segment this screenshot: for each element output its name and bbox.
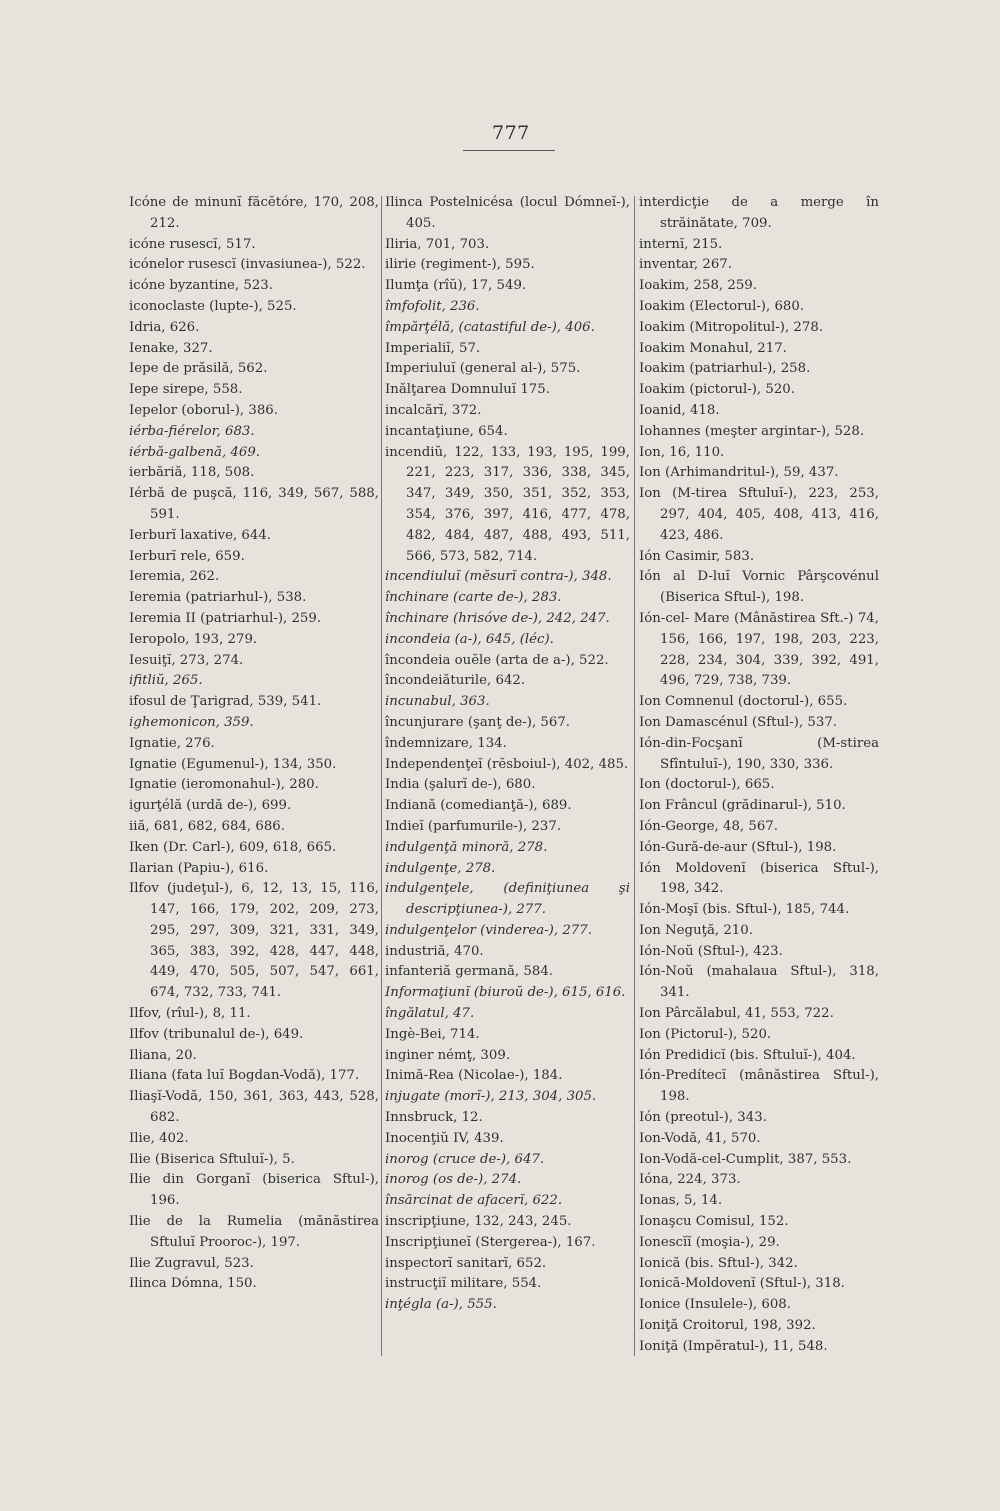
index-entry: India (şalurĭ de-), 680. — [385, 777, 536, 793]
index-entry: indulgenţe, 278. — [385, 860, 496, 876]
index-entry: Ión Moldovenĭ (biserica Sftul-), 198, 342. — [639, 860, 879, 897]
index-entry: Ignatie (ieromonahul-), 280. — [129, 777, 319, 793]
index-entry: încondeiăturile, 642. — [385, 673, 526, 689]
index-entry: Icóne de minunĭ făcĕtóre, 170, 208, 212. — [129, 195, 379, 231]
index-entry: inventar, 267. — [639, 257, 732, 273]
index-entry: inscripţiune, 132, 243, 245. — [385, 1214, 572, 1230]
index-entry: Ión-din-Focşanĭ (M-stirea Sfîntuluĭ-), 190, 330, 336. — [639, 735, 879, 772]
index-entry: infanteriă germană, 584. — [385, 964, 554, 980]
index-entry: Iliaşĭ-Vodă, 150, 361, 363, 443, 528, 682. — [129, 1089, 379, 1126]
index-entry: injugate (morĭ-), 213, 304, 305. — [385, 1089, 597, 1105]
index-entry: Imperialiĭ, 57. — [385, 340, 481, 356]
index-entry: Ión-Noŭ (mahalaua Sftul-), 318, 341. — [639, 964, 879, 1001]
index-entry: Ioanid, 418. — [639, 402, 720, 418]
index-entry: instrucţiĭ militare, 554. — [385, 1276, 542, 1292]
index-entry: însărcinat de afacerĭ, 622. — [385, 1193, 563, 1209]
index-entry: Iepe sirepe, 558. — [129, 382, 243, 398]
index-entry: internĭ, 215. — [639, 236, 723, 252]
index-entry: Ioakim (Mitropolitul-), 278. — [639, 319, 824, 335]
index-entry: Indiană (comedianţă-), 689. — [385, 798, 572, 814]
index-entry: icónelor rusescĭ (invasiunea-), 522. — [129, 257, 366, 273]
index-entry: Ion Pârcălabul, 41, 553, 722. — [639, 1006, 834, 1022]
index-entry: inspectorĭ sanitarĭ, 652. — [385, 1255, 547, 1271]
index-entry: Ilie (Biserica Sftuluĭ-), 5. — [129, 1151, 295, 1167]
index-entry: Ierburĭ laxative, 644. — [129, 527, 272, 543]
index-column-2 — [385, 193, 630, 1316]
index-column-1 — [129, 193, 379, 1295]
index-entry: Iken (Dr. Carl-), 609, 618, 665. — [129, 839, 337, 855]
index-entry: Ilumţa (rîŭ), 17, 549. — [385, 278, 527, 294]
index-entry: Ion (Pictorul-), 520. — [639, 1026, 772, 1042]
index-entry: iiă, 681, 682, 684, 686. — [129, 818, 285, 834]
index-entry: Ión-Gură-de-aur (Sftul-), 198. — [639, 839, 837, 855]
index-entry: îndemnizare, 134. — [385, 735, 507, 751]
index-entry: încunjurare (şanţ de-), 567. — [385, 714, 571, 730]
index-entry: Indieĭ (parfumurile-), 237. — [385, 818, 562, 834]
index-entry: Ión-cel- Mare (Mânăstirea Sft.-) 74, 156, 166, 197, 198, 203, 223, 228, 234, 304, 339, 392, 491, 496, 729, 738, 739. — [639, 610, 879, 689]
index-entry: iconoclaste (lupte-), 525. — [129, 298, 297, 314]
index-entry: Ioniţă (Impĕratul-), 11, 548. — [639, 1338, 828, 1354]
index-entry: Ilie de la Rumelia (mănăstirea Sftuluĭ Prooroc-), 197. — [129, 1214, 379, 1250]
index-entry: Inimă-Rea (Nicolae-), 184. — [385, 1068, 563, 1084]
index-entry: Ionaşcu Comisul, 152. — [639, 1214, 789, 1230]
index-entry: igurţélă (urdă de-), 699. — [129, 798, 292, 814]
index-entry: Innsbruck, 12. — [385, 1110, 483, 1126]
index-entry: ilirie (regiment-), 595. — [385, 257, 535, 273]
index-entry: Imperiuluĭ (general al-), 575. — [385, 361, 581, 377]
index-entry: Ionas, 5, 14. — [639, 1193, 723, 1209]
index-entry: Inscripţiuneĭ (Stergerea-), 167. — [385, 1234, 596, 1250]
index-entry: Ion (Arhimandritul-), 59, 437. — [639, 465, 839, 481]
index-entry: Ieropolo, 193, 279. — [129, 631, 258, 647]
index-entry: incendiuluĭ (mĕsurĭ contra-), 348. — [385, 569, 612, 585]
index-entry: Ierburĭ rele, 659. — [129, 548, 245, 564]
index-entry: indulgenţelor (vinderea-), 277. — [385, 922, 592, 938]
index-entry: Ioakim (Electorul-), 680. — [639, 298, 805, 314]
index-entry: Ion Frâncul (grădinarul-), 510. — [639, 798, 846, 814]
index-entry: încondeia ouĕle (arta de a-), 522. — [385, 652, 609, 668]
index-entry: Iesuiţĭ, 273, 274. — [129, 652, 244, 668]
index-entry: Ieremia, 262. — [129, 569, 220, 585]
index-entry: Ión-George, 48, 567. — [639, 818, 778, 834]
index-entry: Ion-Vodă-cel-Cumplit, 387, 553. — [639, 1151, 852, 1167]
index-entry: Ieremia (patriarhul-), 538. — [129, 590, 307, 606]
index-entry: ierbăriă, 118, 508. — [129, 465, 255, 481]
index-entry: indulgenţă minoră, 278. — [385, 839, 548, 855]
index-entry: Ilfov (judeţul-), 6, 12, 13, 15, 116, 147, 166, 179, 202, 209, 273, 295, 297, 309, 321, 331, 349, 365, 383, 392, 428, 447, 448, 449, 470, 505, 507, 547, 661, 674, 732, 733, 741. — [129, 881, 379, 1001]
index-entry: Ilfov, (rîul-), 8, 11. — [129, 1006, 251, 1022]
index-entry: Ilarian (Papiu-), 616. — [129, 860, 269, 876]
index-entry: incantaţiune, 654. — [385, 423, 508, 439]
index-entry: Informaţiunĭ (biuroŭ de-), 615, 616. — [385, 985, 626, 1001]
index-entry: Ionescĭĭ (moşia-), 29. — [639, 1234, 780, 1250]
index-entry: Ion (M-tirea Sftuluĭ-), 223, 253, 297, 404, 405, 408, 413, 416, 423, 486. — [639, 486, 879, 543]
index-entry: închinare (carte de-), 283. — [385, 590, 562, 606]
index-entry: inţégla (a-), 555. — [385, 1297, 497, 1313]
index-entry: Iliana, 20. — [129, 1047, 197, 1063]
index-entry: Ioniţă Croitorul, 198, 392. — [639, 1318, 816, 1334]
index-entry: Ión-Noŭ (Sftul-), 423. — [639, 943, 783, 959]
index-entry: Ignatie (Egumenul-), 134, 350. — [129, 756, 337, 772]
index-entry: Ión (preotul-), 343. — [639, 1110, 767, 1126]
page-number-rule — [463, 150, 555, 151]
index-entry: Ion-Vodă, 41, 570. — [639, 1130, 761, 1146]
index-entry: Ilie Zugravul, 523. — [129, 1255, 254, 1271]
index-entry: Ioakim, 258, 259. — [639, 278, 757, 294]
index-entry: Ión-Moşĭ (bis. Sftul-), 185, 744. — [639, 902, 850, 918]
index-entry: Ienake, 327. — [129, 340, 213, 356]
index-entry: Inocenţiŭ IV, 439. — [385, 1130, 504, 1146]
index-entry: iérba-fiérelor, 683. — [129, 423, 255, 439]
index-entry: icóne rusescĭ, 517. — [129, 236, 256, 252]
index-entry: Ioakim (pictorul-), 520. — [639, 382, 795, 398]
index-entry: îngălatul, 47. — [385, 1006, 475, 1022]
index-entry: Independenţeĭ (rĕsboiul-), 402, 485. — [385, 756, 629, 772]
index-entry: ifosul de Ţarigrad, 539, 541. — [129, 694, 322, 710]
column-divider-1 — [381, 196, 382, 1356]
index-entry: Idria, 626. — [129, 319, 200, 335]
index-entry: inginer némţ, 309. — [385, 1047, 511, 1063]
index-entry: indulgenţele, (definiţiunea şi descripţiunea-), 277. — [385, 881, 630, 918]
index-entry: interdicţie de a merge în străinătate, 709. — [639, 195, 879, 231]
index-entry: ighemonicon, 359. — [129, 714, 254, 730]
index-entry: industriă, 470. — [385, 943, 484, 959]
index-entry: Ion Neguţă, 210. — [639, 922, 753, 938]
index-entry: ifitliŭ, 265. — [129, 673, 203, 689]
index-entry: incendiŭ, 122, 133, 193, 195, 199, 221, 223, 317, 336, 338, 345, 347, 349, 350, 351, 352, 353, 354, 376, 397, 416, 477, 478, 482, 484, 487, 488, 493, 511, 566, 573, 582, 714. — [385, 444, 630, 564]
page-number: 777 — [492, 122, 530, 144]
index-column-3 — [639, 193, 879, 1358]
index-entry: Iérbă de puşcă, 116, 349, 567, 588, 591. — [129, 486, 379, 522]
index-entry: Ión Casimir, 583. — [639, 548, 755, 564]
index-entry: închinare (hrisóve de-), 242, 247. — [385, 610, 610, 626]
index-entry: Ilfov (tribunalul de-), 649. — [129, 1026, 304, 1042]
index-entry: Ionică (bis. Sftul-), 342. — [639, 1255, 798, 1271]
index-entry: Ión-Predítecĭ (mânăstirea Sftul-), 198. — [639, 1068, 879, 1105]
index-entry: Iepe de prăsilă, 562. — [129, 361, 268, 377]
index-entry: Ignatie, 276. — [129, 735, 215, 751]
index-entry: incalcărĭ, 372. — [385, 402, 482, 418]
index-entry: Ión Predidicĭ (bis. Sftuluĭ-), 404. — [639, 1047, 856, 1063]
index-entry: Ioakim Monahul, 217. — [639, 340, 787, 356]
index-entry: Ieremia II (patriarhul-), 259. — [129, 610, 322, 626]
index-entry: Ión al D-luĭ Vornic Pârşcovénul (Biserica Sftul-), 198. — [639, 569, 879, 606]
index-entry: Ionice (Insulele-), 608. — [639, 1297, 791, 1313]
index-entry: incondeia (a-), 645, (léc). — [385, 631, 554, 647]
index-entry: icóne byzantine, 523. — [129, 278, 273, 294]
index-entry: inorog (os de-), 274. — [385, 1172, 522, 1188]
index-entry: Ion (doctorul-), 665. — [639, 777, 775, 793]
index-entry: Inălţarea Domnuluĭ 175. — [385, 382, 550, 398]
index-entry: împărţélă, (catastiful de-), 406. — [385, 319, 595, 335]
index-entry: Ion Damascénul (Sftul-), 537. — [639, 714, 838, 730]
index-entry: Ionică-Moldovenĭ (Sftul-), 318. — [639, 1276, 845, 1292]
index-entry: Ilinca Dómna, 150. — [129, 1276, 257, 1292]
index-entry: iérbă-galbenă, 469. — [129, 444, 261, 460]
index-entry: Ion Comnenul (doctorul-), 655. — [639, 694, 848, 710]
index-entry: Iohannes (meşter argintar-), 528. — [639, 423, 865, 439]
index-entry: Ingè-Bei, 714. — [385, 1026, 480, 1042]
index-entry: Iliana (fata luĭ Bogdan-Vodă), 177. — [129, 1068, 360, 1084]
index-entry: îmfofolit, 236. — [385, 298, 480, 314]
index-entry: inorog (cruce de-), 647. — [385, 1151, 545, 1167]
index-entry: Iliria, 701, 703. — [385, 236, 490, 252]
index-entry: Ioakim (patriarhul-), 258. — [639, 361, 811, 377]
column-divider-2 — [634, 196, 635, 1356]
index-entry: Ion, 16, 110. — [639, 444, 725, 460]
index-entry: Ilie, 402. — [129, 1130, 189, 1146]
index-entry: incunabul, 363. — [385, 694, 490, 710]
index-entry: Ilinca Postelnicésa (locul Dómneĭ-), 405. — [385, 195, 630, 231]
index-entry: Iepelor (oborul-), 386. — [129, 402, 278, 418]
index-entry: Ilie din Gorganĭ (biserica Sftul-), 196. — [129, 1172, 379, 1209]
index-entry: Ióna, 224, 373. — [639, 1172, 741, 1188]
